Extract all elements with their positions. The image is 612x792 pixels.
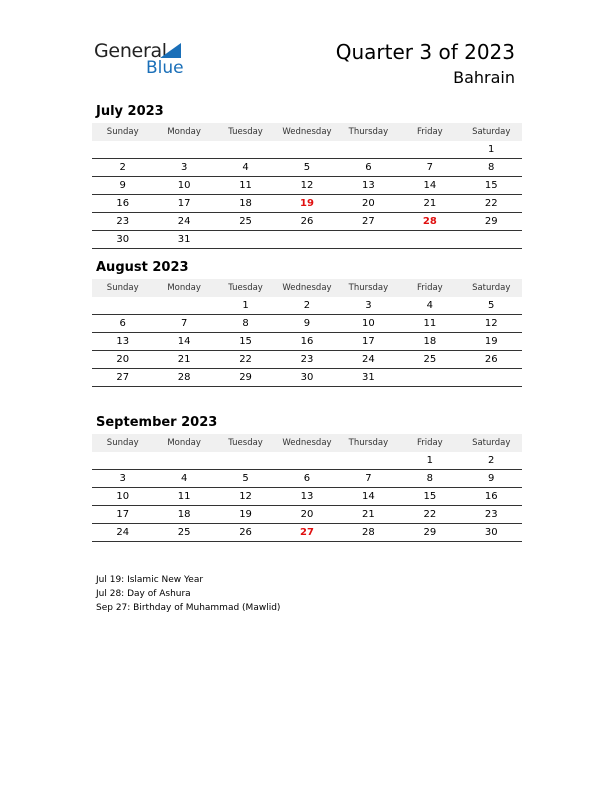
day-cell: 20 (300, 509, 314, 520)
week-row (92, 333, 522, 351)
day-cell: 23 (116, 216, 130, 227)
week-row (92, 177, 522, 195)
day-cell: 11 (423, 318, 437, 329)
day-cell: 4 (242, 162, 249, 173)
day-cell: 12 (300, 180, 314, 191)
day-cell: 24 (116, 527, 130, 538)
day-cell: 21 (362, 509, 375, 520)
weekday-label: Wednesday (282, 438, 332, 448)
day-cell: 16 (484, 491, 498, 502)
holiday-note: Jul 19: Islamic New Year (96, 575, 204, 585)
month-september (92, 414, 522, 542)
day-cell: 15 (239, 336, 252, 347)
weekday-label: Sunday (106, 283, 139, 293)
holiday-note: Sep 27: Birthday of Muhammad (Mawlid) (96, 603, 281, 613)
day-cell: 1 (488, 144, 495, 155)
generalblue-logo (94, 40, 204, 80)
logo-triangle-icon (160, 43, 181, 58)
day-cell: 8 (426, 473, 433, 484)
day-cell: 26 (484, 354, 498, 365)
day-cell: 16 (300, 336, 314, 347)
week-row (92, 524, 522, 542)
day-cell: 13 (362, 180, 375, 191)
day-cell: 5 (242, 473, 249, 484)
day-cell: 29 (484, 216, 498, 227)
day-cell: 30 (300, 372, 314, 383)
week-row (92, 315, 522, 333)
weekday-label: Thursday (348, 438, 389, 448)
day-cell: 20 (362, 198, 375, 209)
month-title: July 2023 (96, 104, 164, 119)
weekday-label: Tuesday (228, 127, 263, 137)
day-cell: 11 (177, 491, 191, 502)
week-row (92, 297, 522, 315)
weekday-label: Friday (416, 283, 443, 293)
weekday-header (92, 123, 522, 141)
day-cell: 14 (177, 336, 191, 347)
week-row (92, 231, 522, 249)
weekday-header (92, 434, 522, 452)
country-name: Bahrain (453, 68, 515, 87)
weekday-label: Sunday (106, 438, 139, 448)
day-cell: 17 (177, 198, 191, 209)
day-cell: 13 (300, 491, 314, 502)
day-cell: 31 (362, 372, 375, 383)
day-cell: 14 (362, 491, 375, 502)
day-cell: 12 (239, 491, 252, 502)
day-cell: 29 (239, 372, 252, 383)
day-cell: 29 (423, 527, 437, 538)
weekday-label: Thursday (348, 283, 389, 293)
day-cell: 12 (484, 318, 498, 329)
holiday-day-cell: 19 (300, 198, 314, 209)
day-cell: 18 (239, 198, 252, 209)
holiday-notes (96, 573, 280, 615)
day-cell: 24 (362, 354, 375, 365)
day-cell: 6 (119, 318, 126, 329)
day-cell: 9 (488, 473, 495, 484)
day-cell: 7 (365, 473, 372, 484)
day-cell: 4 (426, 300, 433, 311)
week-row (92, 452, 522, 470)
day-cell: 28 (362, 527, 375, 538)
day-cell: 22 (484, 198, 498, 209)
day-cell: 27 (362, 216, 375, 227)
day-cell: 22 (239, 354, 252, 365)
week-row (92, 351, 522, 369)
day-cell: 25 (423, 354, 437, 365)
day-cell: 9 (303, 318, 311, 329)
holiday-day-cell: 28 (422, 216, 437, 227)
day-cell: 10 (362, 318, 375, 329)
day-cell: 24 (177, 216, 191, 227)
day-cell: 26 (239, 527, 252, 538)
weekday-label: Wednesday (282, 127, 332, 137)
weekday-label: Friday (416, 127, 443, 137)
weekday-label: Tuesday (228, 438, 263, 448)
week-row (92, 488, 522, 506)
week-row (92, 159, 522, 177)
day-cell: 2 (303, 300, 311, 311)
day-cell: 23 (484, 509, 498, 520)
day-cell: 3 (119, 473, 126, 484)
day-cell: 18 (423, 336, 437, 347)
day-cell: 9 (119, 180, 126, 191)
day-cell: 3 (180, 162, 188, 173)
day-cell: 26 (300, 216, 314, 227)
weekday-label: Wednesday (282, 283, 332, 293)
day-cell: 5 (488, 300, 495, 311)
day-cell: 21 (177, 354, 191, 365)
month-title: September 2023 (96, 415, 218, 430)
month-title: August 2023 (96, 260, 189, 275)
weekday-label: Thursday (348, 127, 389, 137)
day-cell: 23 (300, 354, 314, 365)
weekday-label: Monday (167, 127, 201, 137)
page-title: Quarter 3 of 2023 (335, 40, 515, 64)
weekday-label: Friday (416, 438, 443, 448)
day-cell: 22 (423, 509, 437, 520)
logo-blue-text: Blue (146, 58, 184, 78)
day-cell: 30 (116, 234, 130, 245)
week-row (92, 213, 522, 231)
weekday-label: Monday (167, 438, 201, 448)
day-cell: 15 (484, 180, 498, 191)
day-cell: 19 (239, 509, 252, 520)
day-cell: 8 (488, 162, 495, 173)
day-cell: 17 (362, 336, 375, 347)
day-cell: 27 (116, 372, 130, 383)
day-cell: 14 (423, 180, 437, 191)
day-cell: 13 (116, 336, 130, 347)
day-cell: 16 (116, 198, 130, 209)
week-row (92, 369, 522, 387)
day-cell: 19 (484, 336, 498, 347)
day-cell: 6 (303, 473, 311, 484)
day-cell: 30 (484, 527, 498, 538)
day-cell: 15 (423, 491, 437, 502)
month-july (92, 103, 522, 249)
day-cell: 28 (177, 372, 191, 383)
day-cell: 7 (426, 162, 433, 173)
day-cell: 18 (177, 509, 191, 520)
day-cell: 2 (488, 455, 495, 466)
day-cell: 2 (119, 162, 126, 173)
day-cell: 20 (116, 354, 130, 365)
weekday-label: Saturday (472, 438, 511, 448)
holiday-day-cell: 27 (300, 527, 314, 538)
holiday-note: Jul 28: Day of Ashura (96, 589, 191, 599)
week-row (92, 195, 522, 213)
day-cell: 10 (177, 180, 191, 191)
logo-general-text: General (94, 40, 167, 62)
day-cell: 8 (242, 318, 249, 329)
day-cell: 1 (426, 455, 433, 466)
weekday-header (92, 279, 522, 297)
day-cell: 1 (242, 300, 249, 311)
day-cell: 25 (177, 527, 191, 538)
day-cell: 21 (423, 198, 437, 209)
week-row (92, 141, 522, 159)
day-cell: 4 (180, 473, 188, 484)
day-cell: 3 (365, 300, 372, 311)
day-cell: 5 (303, 162, 311, 173)
weekday-label: Saturday (472, 127, 511, 137)
day-cell: 6 (365, 162, 372, 173)
day-cell: 11 (239, 180, 252, 191)
week-row (92, 506, 522, 524)
day-cell: 7 (180, 318, 188, 329)
week-row (92, 470, 522, 488)
weekday-label: Saturday (472, 283, 511, 293)
day-cell: 10 (116, 491, 130, 502)
weekday-label: Monday (167, 283, 201, 293)
weekday-label: Sunday (106, 127, 139, 137)
day-cell: 31 (177, 234, 191, 245)
weekday-label: Tuesday (228, 283, 263, 293)
day-cell: 25 (239, 216, 252, 227)
day-cell: 17 (116, 509, 130, 520)
month-august (92, 259, 522, 387)
